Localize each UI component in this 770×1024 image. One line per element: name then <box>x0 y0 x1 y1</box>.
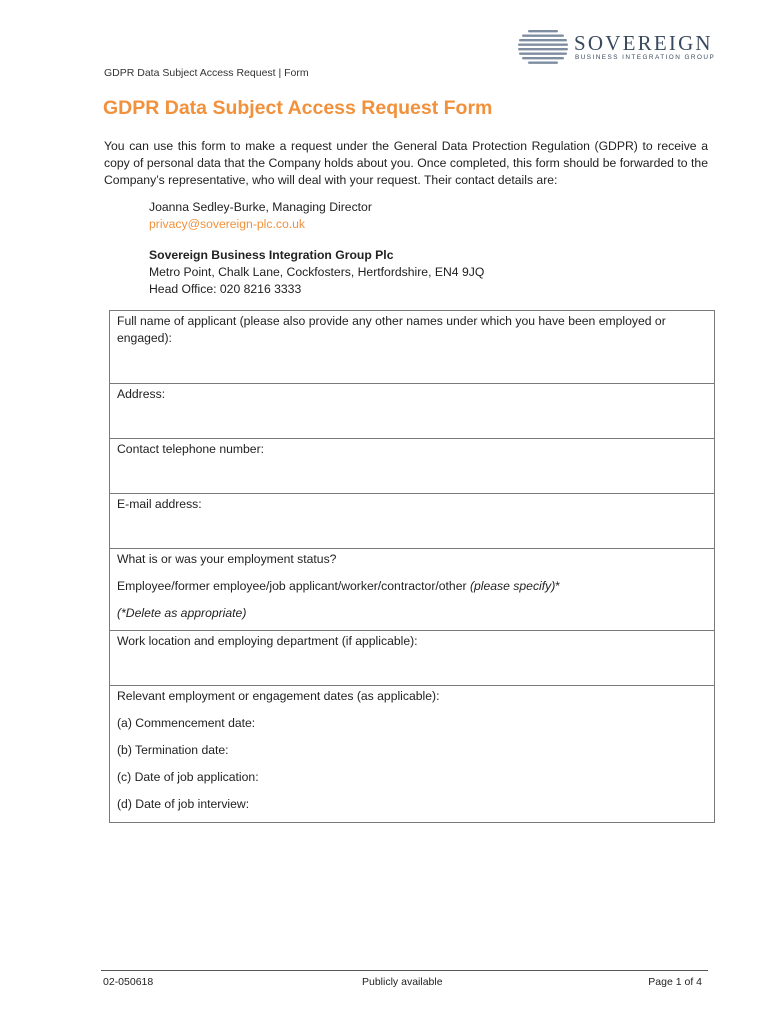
employment-status-specify: (please specify) <box>469 579 556 593</box>
logo-stripes-icon <box>518 29 572 65</box>
address-label: Address: <box>117 387 166 401</box>
logo-wordmark: SOVEREIGN <box>574 31 713 55</box>
email-label: E-mail address: <box>117 497 202 511</box>
commencement-date-label: (a) Commencement date: <box>117 716 256 730</box>
employment-status-field[interactable] <box>110 549 714 631</box>
address-field[interactable] <box>110 384 714 439</box>
job-interview-date-label: (d) Date of job interview: <box>117 797 250 811</box>
contact-name-role: Joanna Sedley-Burke, Managing Director <box>149 200 372 214</box>
footer-document-ref: 02-050618 <box>103 976 154 988</box>
work-location-field[interactable] <box>110 631 714 686</box>
footer-classification: Publicly available <box>362 976 443 988</box>
work-location-label: Work location and employing department (if applicable): <box>117 634 418 648</box>
running-header: GDPR Data Subject Access Request | Form <box>104 67 309 79</box>
full-name-field[interactable] <box>110 311 714 384</box>
employment-status-options <box>117 578 707 595</box>
intro-paragraph: You can use this form to make a request under the General Data Protection Regulation (GDPR) to receive a copy of personal data that the Company holds about you. Once completed, this form should be forwarded to the Company’s representative, who will deal with your request. Their contact details are: <box>104 139 708 187</box>
contact-phone: Head Office: 020 8216 3333 <box>149 282 302 296</box>
sovereign-logo <box>518 29 716 65</box>
full-name-label: Full name of applicant (please also provide any other names under which you have been employed or engaged): <box>117 314 666 345</box>
contact-address: Metro Point, Chalk Lane, Cockfosters, Hertfordshire, EN4 9JQ <box>149 265 485 279</box>
employment-dates-heading: Relevant employment or engagement dates (as applicable): <box>117 689 440 703</box>
contact-email-link[interactable]: privacy@sovereign-plc.co.uk <box>149 217 305 231</box>
footer-divider <box>101 970 708 971</box>
employment-status-options-text: Employee/former employee/job applicant/worker/contractor/other <box>117 579 467 593</box>
job-application-date-label: (c) Date of job application: <box>117 770 259 784</box>
page-title: GDPR Data Subject Access Request Form <box>103 97 493 119</box>
logo-tagline: BUSINESS INTEGRATION GROUP <box>575 54 716 61</box>
request-form-table <box>109 310 715 823</box>
footer-page-number: Page 1 of 4 <box>648 976 702 988</box>
contact-company: Sovereign Business Integration Group Plc <box>149 248 394 262</box>
employment-status-question: What is or was your employment status? <box>117 552 337 566</box>
email-field[interactable] <box>110 494 714 549</box>
employment-status-asterisk: * <box>555 579 561 593</box>
termination-date-label: (b) Termination date: <box>117 743 229 757</box>
employment-dates-field[interactable] <box>110 686 714 822</box>
telephone-label: Contact telephone number: <box>117 442 265 456</box>
telephone-field[interactable] <box>110 439 714 494</box>
employment-status-note: (*Delete as appropriate) <box>117 606 247 620</box>
